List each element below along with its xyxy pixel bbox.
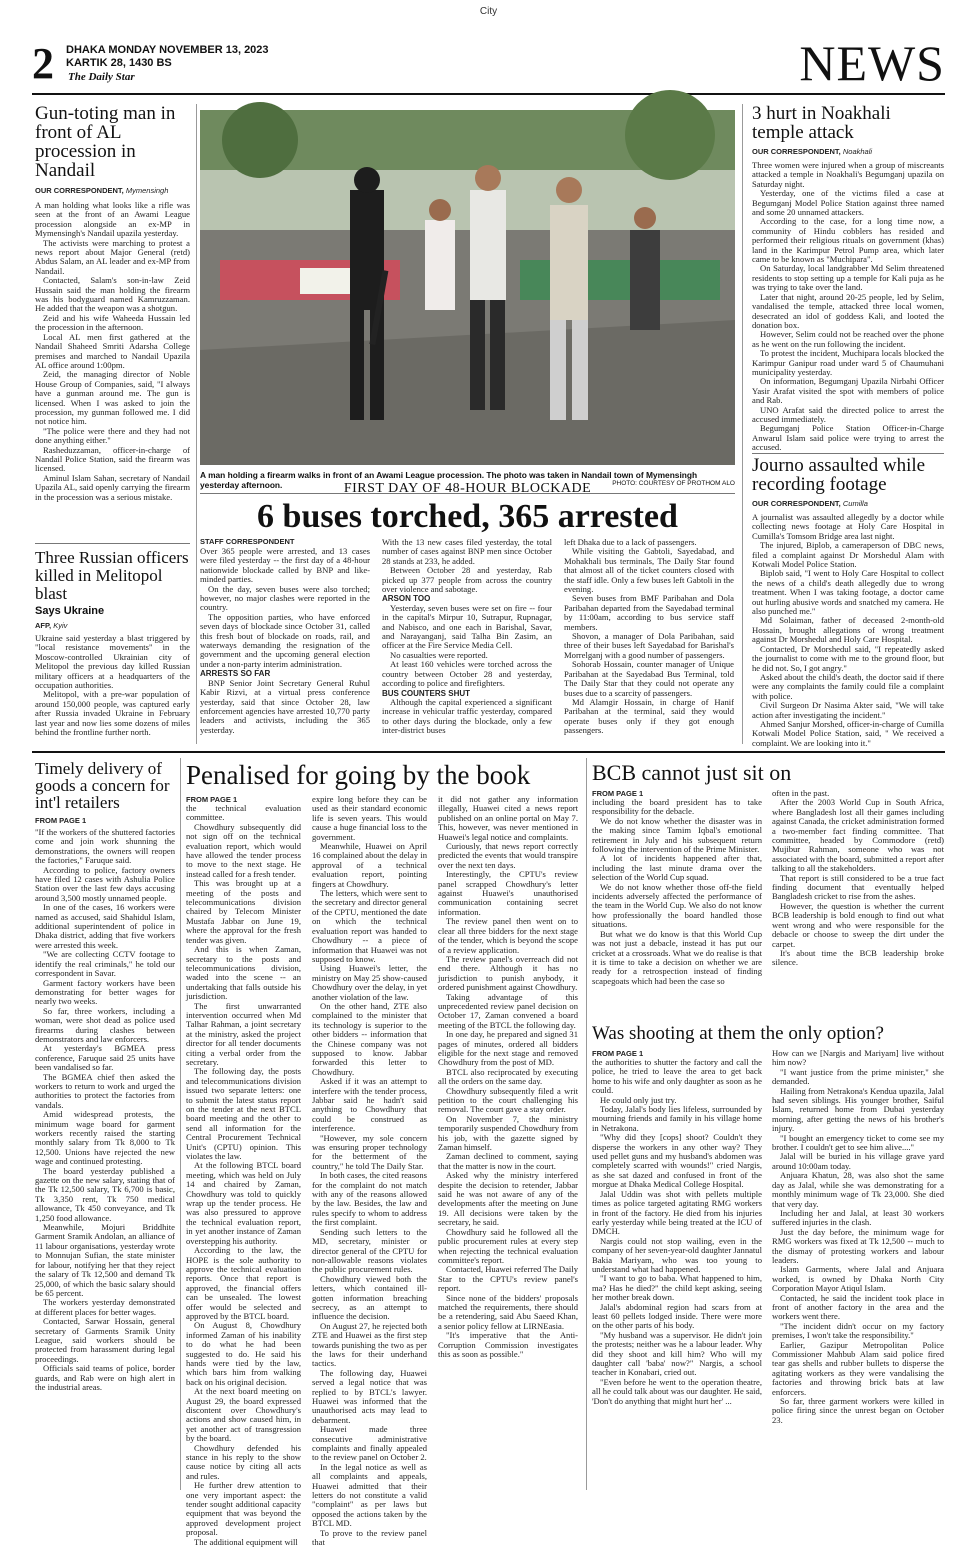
paragraph: Since none of the bidders' proposals matched the requirements, there should be a retendering, said Abu Saeed Khan, a senior policy fellow at LIRNEasia.	[438, 1292, 578, 1331]
penalised-head	[186, 760, 586, 792]
paragraph: "I want to go to baba. What happened to him, ma? Has he died?" the child kept asking, seeing her mother break down.	[592, 1273, 762, 1303]
paragraph: He further drew attention to one very important aspect: the tender sought additional capacity equipment that was beyond the approved development project proposal.	[186, 1480, 301, 1538]
paragraph: Aminul Islam Sahan, secretary of Nandail Upazila AL, said openly carrying the firearm in the procession was a serious mistake.	[35, 472, 190, 502]
paragraph: On the other hand, ZTE also complained to the minister that its technology is superior to the other bidders -- information that the Chinese company was not supposed to know. Jabbar forwarded this letter to Chowdhury.	[312, 1000, 427, 1077]
russia-subhead: Says Ukraine	[35, 605, 105, 617]
paragraph: We do not know whether those off-the field incidents adversely affected the performance of the team in the World Cup. We also do not know how professionally the board handled those situations.	[592, 881, 762, 930]
paragraph: Yesterday, one of the victims filed a case at Begumganj Model Police Station against three named and some 20 unnamed attackers.	[752, 188, 944, 218]
paragraph: it did not gather any information illegally, Huawei cited a news report published on an online portal on May 7. This, however, was never mentioned in Huawei's legal notice and complaints.	[438, 794, 578, 842]
paragraph: The additional equipment will	[194, 1536, 298, 1547]
paragraph: Zeid, the managing director of Noble House Group of Companies, said, "I always have a gunman around me. The gun is licensed. When I was asked to join the procession, my gunman followed me. I did not notice him.	[35, 369, 190, 427]
paragraph: Using Huawei's letter, the ministry on May 25 show-caused Chowdhury over the delay, in yet another violation of the law.	[312, 963, 427, 1002]
blockade-headline: 6 buses torched, 365 arrested	[257, 498, 678, 535]
penalised-col-3	[438, 795, 578, 1490]
paragraph: the technical evaluation committee.	[186, 803, 301, 823]
paragraph: Jalal Uddin was shot with pellets multiple times as police targeted agitating RMG workers in front of the factory. He died from his injuries early yesterday while being treated at the ICU of DMCH.	[592, 1188, 762, 1237]
paragraph: Chowdhury viewed both the letters, which contained ill-gotten information breaching secrecy, as an attempt to influence the decision.	[312, 1273, 427, 1322]
paragraph: How can we [Nargis and Mariyam] live without him now?	[772, 1048, 944, 1068]
blockade-col-2	[382, 538, 552, 747]
column-rule	[742, 104, 743, 744]
paragraph: "I bought an emergency ticket to come see my brother. I couldn't get to see him alive...."	[772, 1132, 944, 1153]
blockade-kicker: FIRST DAY OF 48-HOUR BLOCKADE	[343, 481, 592, 496]
paragraph: At yesterday's BGMEA press conference, Faruque said 25 units have been vandalised so far.	[35, 1043, 175, 1073]
bcb-col-2	[772, 789, 944, 1020]
paragraph: Asked if it was an attempt to interfere with the tender process, Jabbar said he hadn't said anything to Chowdhury that could be construed as interference.	[312, 1076, 427, 1134]
paragraph: BNP Senior Joint Secretary General Ruhul Kabir Rizvi, at a virtual press conference yesterday, said that since October 28, law enforcement agencies have arrested 10,770 party leaders and activists, including the 365 yesterday.	[200, 677, 370, 735]
paragraph: Melitopol, with a pre-war population of around 150,000 people, was captured early after Russia invaded Ukraine in February last year and now lies some dozens of miles behind the frontline further north.	[35, 689, 190, 738]
paragraph: Meanwhile, Mojuri Briddhite Garment Sramik Andolan, an alliance of 11 labour organisations, yesterday wrote to Monnujan Sufian, the state minister for labour, notifying her that they reject the salary of Tk 12,500 and demand Tk 25,000, of which the basic salary should be 65 percent.	[35, 1222, 175, 1298]
paragraph: The opposition parties, who have enforced seven days of blockade since October 31, called this fresh bout of blockade on roads, rail, and waterways demanding the resignation of the government and the upcoming general election under a non-party interim administration.	[200, 611, 370, 669]
shooting-from: FROM PAGE 1	[592, 1049, 644, 1058]
paragraph: On August 8, Chowdhury informed Zaman of his inability to do what he had been suggested to do. He said his hands were tied by the law, which bars him from walking back on his original decision.	[186, 1320, 301, 1387]
journo-headline: Journo assaulted while recording footage	[752, 455, 926, 495]
timely-from: FROM PAGE 1	[35, 816, 87, 825]
paragraph: Later that night, around 20-25 people, led by Selim, vandalised the temple, attacked three local women, desecrated an idol of goddess Kali, and looted the donation box.	[752, 291, 944, 330]
gun-byline: OUR CORRESPONDENT, Mymensingh	[35, 186, 169, 195]
paragraph: While visiting the Gabtoli, Sayedabad, and Mohakhali bus terminals, The Daily Star found that almost all of the ticket counters closed with the staff idle. Only a few buses left Gabtoli in the evening.	[564, 546, 734, 595]
subheading: BUS COUNTERS SHUT	[382, 688, 471, 698]
blockade-byline: STAFF CORRESPONDENT	[200, 537, 295, 546]
story-russia	[35, 549, 190, 737]
paragraph: Garment factory workers have been demonstrating for better wages for nearly two weeks.	[35, 977, 175, 1007]
paragraph: In both cases, the cited reasons for the complaint do not match with any of the reasons allowed by the law. Besides, the law and rules specify to whom to address the first complaint.	[312, 1170, 427, 1228]
paragraph: Interestingly, the CPTU's review panel scrapped Chowdhury's letter against Huawei's unauthorised communication containing secret information.	[438, 869, 578, 917]
penalised-from: FROM PAGE 1	[186, 795, 238, 804]
shooting-headline: Was shooting at them the only option?	[592, 1023, 884, 1044]
paragraph: "The incident didn't occur on my factory premises, I won't take the responsibility."	[772, 1320, 944, 1341]
paragraph: To prove to the review panel that	[312, 1527, 427, 1548]
paragraph: Meanwhile, Huawei on April 16 complained about the delay in approval of a technical evaluation report, pointing fingers at Chowdhury.	[312, 841, 427, 889]
paragraph: The workers yesterday demonstrated at different places for better wages.	[35, 1297, 175, 1317]
bcb-col-1	[592, 798, 762, 1020]
story-journo	[752, 456, 944, 746]
paragraph: The review panel's overreach did not end there. Although it has no jurisdiction to punish anybody, it ordered punishment against Chowdhury.	[438, 953, 578, 993]
paragraph: Contacted, Dr Morshedul said, "I repeatedly asked the journalist to come with me to the ground floor, but he did not. So, I got angry."	[752, 643, 944, 673]
paragraph: According to the law, the HOPE is the sole authority to approve the technical evaluation reports. Once that report is approved, the financial offers can be unsealed. The lowest offer would be selected and approved by the BTCL board.	[186, 1245, 301, 1321]
bcb-from: FROM PAGE 1	[592, 789, 644, 798]
page-title: NEWS	[799, 35, 945, 91]
temple-byline: OUR CORRESPONDENT, Noakhali	[752, 147, 873, 156]
section-label: City	[479, 6, 498, 17]
paragraph: The letters, which were sent to the secretary and director general of the CPTU, mentioned the date on which the technical evaluation report was handed to Chowdhury -- a piece of information that Huawei was not supposed to know.	[312, 888, 427, 964]
paragraph: This was brought up at a meeting of the posts and telecommunications division chaired by Telecom Minister Mustafa Jabbar on June 19, where the approval for the fresh tender was given.	[186, 878, 301, 945]
paragraph: He could only just try.	[600, 1094, 677, 1105]
divider	[752, 453, 944, 454]
date-line-1: DHAKA MONDAY NOVEMBER 13, 2023	[66, 44, 269, 56]
paragraph: Although the capital experienced a significant increase in vehicular traffic yesterday, compared to other days during the blockade, only a few inter-district buses	[382, 696, 552, 736]
paragraph: Nargis could not stop wailing, even in the company of her seven-year-old daughter Jannatul Bakia Mariyam, who was too young to understand what had happened.	[592, 1235, 762, 1274]
paragraph: To protest the incident, Muchipara locals blocked the Karimpur Ganipur road under ward 5 of Chaumuhani municipality yesterday.	[752, 348, 944, 377]
paragraph: The BGMEA chief then asked the workers to return to work and urged the authorities to protect the factories from vandals.	[35, 1071, 175, 1110]
paragraph: "If the workers of the shuttered factories come and join work shunning the demonstrations, the owners will reopen the factories," Faruque said.	[35, 827, 175, 866]
paragraph: Asked why the ministry interfered despite the decision to retender, Jabbar said he was not aware of any of the developments after the meeting on June 19. All decisions were taken by the secretary, he said.	[438, 1170, 578, 1228]
paragraph: Including her and Jalal, at least 30 workers suffered injuries in the clash.	[772, 1207, 944, 1228]
paragraph: On August 27, he rejected both ZTE and Huawei as the first step towards punishing the two as per the laws for their underhand tactics.	[312, 1320, 427, 1369]
paragraph: Local AL men first gathered at the Nandail Shaheed Smriti Adarsha College premises and marched to Nandail Upazila AL office around 1:00pm.	[35, 331, 190, 370]
penalised-col-2	[312, 794, 427, 1548]
shooting-col-2	[772, 1049, 944, 1490]
paragraph: Sohorab Hossain, counter manager of Unique Paribahan at the Sayedabad Bus Terminal, told The Daily Star that they could not operate any buses due to a scarcity of passengers.	[564, 659, 734, 698]
paragraph: And this is when Zaman, secretary to the posts and telecommunications division, waded into the scene -- an undertaking that falls outside his jurisdiction.	[186, 944, 301, 1002]
paragraph: Contacted, Salam's son-in-law Zeid Hussain said the man holding the firearm was his bodyguard named Kamruzzaman. He added that the weapon was a shotgun.	[35, 275, 190, 314]
paragraph: "Why did they [cops] shoot? Couldn't they disperse the workers in any other way? They used pellet guns and my husband's abdomen was completely scarred with wounds!" cried Nargis, as she sat dazed and confused in front of the morgue at Dhaka Medical College Hospital.	[592, 1132, 762, 1190]
bcb-head	[592, 760, 947, 792]
russia-body	[35, 634, 190, 737]
paragraph: On information, Begumganj Upazila Nirbahi Officer Yasir Arafat visited the spot with members of police and Rab.	[752, 376, 944, 406]
paragraph: Shovon, a manager of Dola Paribahan, said three of their buses left Sayedabad for Barishal's Morrelganj with a good number of passengers.	[564, 631, 734, 660]
paragraph: We do not know whether the disaster was in the making since Tamim Iqbal's emotional retirement in July and his subsequent return following the intervention of the Prime Minister.	[592, 815, 762, 855]
paragraph: A journalist was assaulted allegedly by a doctor while collecting news footage at Holy Care Hospital in Cumilla's Tomsom Bridge area last night.	[752, 512, 944, 541]
paragraph: Seven buses from BMF Paribahan and Dola Paribahan departed from the Sayedabad terminal by 11:00am, according to bus service staff members.	[564, 593, 734, 632]
paragraph: According to the case, for a long time now, a community of Hindu cobblers has resided and performed their religious rituals on government (khas) land in the Karimpur Petrol Pump area, which later came to be known as "Muchipara".	[752, 216, 944, 265]
column-rule	[180, 758, 181, 1490]
paragraph: According to police, factory owners have filed 12 cases with Ashulia Police Station over the last few days accusing around 3,500 mostly unnamed people.	[35, 864, 175, 903]
paragraph: "My husband was a supervisor. He didn't join the protests; neither was he a labour leader. Why did they shoot and kill him? Who will my daughter call 'baba' now?" Nargis, a school teacher in Konabari, cried out.	[592, 1329, 762, 1378]
date-line-2: KARTIK 28, 1430 BS	[66, 57, 172, 69]
paragraph: Three women were injured when a group of miscreants attacked a temple in Noakhali's Begumganj upazila on Saturday night.	[752, 160, 944, 189]
paragraph: Amid widespread protests, the minimum wage board for garment workers recently raised the starting monthly salary from Tk 8,000 to Tk 12,500. Unions have rejected the new wage and continued protesting.	[35, 1109, 175, 1167]
story-timely	[35, 760, 175, 1490]
paragraph: Chowdhury defended his stance in his reply to the show cause notice by citing all acts and rules.	[186, 1442, 301, 1481]
gun-body	[35, 201, 190, 502]
paragraph: The activists were marching to protest a news report about Major General (retd) Abdus Salam, an AL leader and ex-MP from Nandail.	[35, 237, 190, 276]
paragraph: A lot of incidents happened after that, including the last minute drama over the selection of the World Cup squad.	[592, 853, 762, 883]
paragraph: Islam Garments, where Jalal and Anjuara worked, is owned by Dhaka North City Corporation Mayor Atiqul Islam.	[772, 1264, 944, 1294]
photo-illustration	[200, 110, 735, 465]
paragraph: The board yesterday published a gazette on the new salary, stating that of the Tk 12,500 salary, Tk 6,700 is basic, Tk 3,350 rent, Tk 750 medical allowance, Tk 450 conveyance, and Tk 1,250 food allowance.	[35, 1165, 175, 1223]
russia-byline: AFP, Kyiv	[35, 621, 68, 630]
paragraph: "I want justice from the prime minister," she demanded.	[772, 1066, 944, 1087]
paragraph: In one of the cases, 16 workers were named as accused, said Shahidul Islam, additional superintendent of police in Dhaka district, adding that five workers were arrested this week.	[35, 902, 175, 950]
paragraph: Chowdhury subsequently did not sign off on the technical evaluation report, which would have allowed the tender process to move to the next stage. He instead called for a fresh tender.	[186, 821, 301, 879]
paragraph: However, Selim could not be reached over the phone as he went on the run following the incident.	[752, 329, 944, 349]
penalised-headline: Penalised for going by the book	[186, 760, 531, 790]
paragraph: UNO Arafat said the directed police to arrest the accused immediately.	[752, 404, 944, 424]
paragraph: In the legal notice as well as all complaints and appeals, Huawei admitted that their letters do not constitute a valid "complaint" as per laws but opposed the actions taken by the BTCL MD.	[312, 1461, 427, 1529]
paragraph: At the next board meeting on August 29, the board expressed discontent over Chowdhury's actions and show caused him, in yet another act of transgression by the board.	[186, 1386, 301, 1444]
blockade-col-3	[564, 538, 734, 747]
journo-body	[752, 513, 944, 748]
paragraph: Sending such letters to the MD, secretary, minister or director general of the CPTU for non-allowable reasons violates the public procurement rules.	[312, 1226, 427, 1275]
paragraph: Md Alamgir Hossain, in charge of Hanif Paribahan at the terminal, said they would operate buses only if they got enough passengers.	[564, 696, 734, 736]
paragraph: Jalal's abdominal region had scars from at least 60 pellets lodged inside. There were more on the other parts of his body.	[592, 1301, 762, 1331]
paragraph: "However, my sole concern was ensuring proper technology for the betterment of the country," he told The Daily Star.	[312, 1132, 427, 1171]
paragraph: Ahmed Sanjur Morshed, officer-in-charge of Cumilla Kotwali Model Police Station, said, " We received a complaint. We are looking into it."	[752, 718, 944, 748]
paragraph: The following day, the posts and telecommunications division issued two separate letters: one to submit the latest status report on the tender at the next BTCL board meeting and the other to send all information for the Central Procurement Technical Unit's (CPTU) opinion. This violates the law.	[186, 1066, 301, 1162]
paragraph: the authorities to shutter the factory and call the police, he tried to leave the area to get back home to his wife and only daughter as soon as he could.	[592, 1057, 762, 1096]
blockade-col-1	[200, 547, 370, 747]
story-gun	[35, 104, 190, 542]
paragraph: The following day, Huawei served a legal notice that was replied to by BTCL's lawyer. Huawei was informed that the unauthorised acts may lead to debarment.	[312, 1367, 427, 1425]
temple-body	[752, 161, 944, 453]
paragraph: However, the question is whether the current BCB leadership is bold enough to find out what went wrong and who were responsible for the debacle or choose to sweep the dirt under the carpet.	[772, 900, 944, 949]
paragraph: Hailing from Netrakona's Kendua upazila, Jalal had seven siblings. His younger brother, Saiful Islam, returned home from Dubai yesterday morning, after getting the news of his brother's injury.	[772, 1085, 944, 1134]
subheading: ARSON TOO	[382, 594, 431, 604]
paragraph: That report is still considered to be a true fact finding document that eventually helped Bangladesh cricket to rise from the ashes.	[772, 872, 944, 902]
paragraph: Jalal will be buried in his village grave yard around 10:00am today.	[772, 1151, 944, 1171]
dateline	[66, 44, 269, 70]
story-temple	[752, 104, 944, 452]
paragraph: Yesterday, seven buses were set on fire -- four in the capital's Mirpur 10, Sutrapur, Rupnagar, and Nabisco, and one each in Barishal, Savar, and Narayanganj, said Talha Bin Zasim, an officer at the Fire Service Media Cell.	[382, 602, 552, 651]
paragraph: The injured, Biplob, a cameraperson of DBC news, filed a complaint against Dr Morshedul Alam with Kotwali Model Police Station.	[752, 540, 944, 570]
paragraph: Civil Surgeon Dr Nasima Akter said, "We will take action after investigating the incident."	[752, 700, 944, 720]
paragraph: BTCL also reciprocated by executing all the orders on the same day.	[438, 1066, 578, 1087]
russia-headline: Three Russian officers killed in Melitopol blast	[35, 548, 189, 603]
paragraph: often in the past.	[772, 788, 830, 798]
paragraph: But what we do know is that this World Cup was not just a debacle, instead it has put our cricket at a crossroads. What we do realise is that it is time to take a decision on whether we are ready for a retrospection instead of finding scapegoats which had been the case so	[592, 928, 762, 986]
paragraph: On the day, seven buses were also torched; however, no major clashes were reported in the country.	[200, 583, 370, 613]
bcb-headline: BCB cannot just sit on	[592, 760, 792, 785]
photo-caption: A man holding a firearm walks in front of an Awami League procession. The photo was taken in Nandail town of Mymensingh yesterday afternoon.	[200, 470, 698, 490]
column-rule	[196, 104, 197, 744]
header-rule	[32, 93, 945, 95]
paragraph: The review panel then went on to clear all three bidders for the next stage of the tender, which is beyond the scope of a review application.	[438, 916, 578, 955]
paragraph: "Even before he went to the operation theatre, all he could talk about was our daughter. He said, 'Don't do anything that might hurt her' ...	[592, 1376, 762, 1406]
paragraph: A man holding what looks like a rifle was seen at the front of an Awami League procession alongside an ex-MP in Mymensingh's Nandail upazila yesterday.	[35, 200, 190, 239]
column-rule	[586, 758, 587, 1490]
paragraph: At least 160 vehicles were torched across the country between October 28 and yesterday, according to police and firefighters.	[382, 659, 552, 689]
paragraph: No casualties were reported.	[390, 649, 488, 660]
paragraph: Contacted, he said the incident took place in front of another factory in the area and the workers went there.	[772, 1292, 944, 1322]
paragraph: It's about time the BCB leadership broke silence.	[772, 947, 944, 968]
paragraph: Zaman declined to comment, saying that the matter is now in the court.	[438, 1151, 578, 1171]
paragraph: After the 2003 World Cup in South Africa, where Bangladesh lost all their games including against Canada, the cricket administration formed a two-member fact finding committee. That committee, headed by Commodore (retd) Mujibur Rahman, someone who was not associated with the board, submitted a report after talking to all the stakeholders.	[772, 797, 944, 874]
paragraph: At the following BTCL board meeting, which was held on July 14 and chaired by Zaman, Chowdhury was told to quickly wrap up the tender process. He was also pressured to approve the technical evaluation report, in yet another instance of Zaman overstepping his authority.	[186, 1160, 301, 1246]
paragraph: Anjuara Khatun, 28, was also shot the same day as Jalal, while she was demonstrating for a monthly minimum wage of Tk 23,000. She died that very day.	[772, 1170, 944, 1209]
paragraph: Contacted, Sarwar Hossain, general secretary of Garments Sramik Unity League, said workers should be protected from harassment during legal proceedings.	[35, 1316, 175, 1364]
paragraph: Earlier, Gazipur Metropolitan Police Commissioner Mahbub Alam said police fired tear gas shells and rubber bullets to disperse the agitating workers as they were vandalising the factories and throwing brick bats at law enforcers.	[772, 1339, 944, 1397]
photo-credit: PHOTO: COURTESY OF PROTHOM ALO	[612, 480, 735, 487]
subheading: ARRESTS SO FAR	[200, 669, 271, 679]
paragraph: Just the day before, the minimum wage for RMG workers was fixed at Tk 12,500 -- much to the dismay of protesting workers and labour leaders.	[772, 1226, 944, 1265]
paragraph: expire long before they can be used as their standard economic life is seven years. This would cause a huge financial loss to the government.	[312, 794, 427, 842]
paragraph: So far, three workers, including a woman, were shot dead as police used firearms during clashes between demonstrators and law enforcers.	[35, 1005, 175, 1044]
page-number: 2	[32, 39, 54, 88]
paragraph: Ukraine said yesterday a blast triggered by "local resistance movements" in the Moscow-controlled Ukrainian city of Melitopol the previous day killed Russian military officers at a headquarters of the occupation authorities.	[35, 633, 190, 691]
paragraph: Huawei made three consecutive administrative complaints and finally appealed to the review panel on October 2.	[312, 1424, 427, 1463]
paragraph: left Dhaka due to a lack of passengers.	[564, 537, 697, 547]
penalised-col-1	[186, 803, 301, 1547]
paragraph: Chowdhury said he followed all the public procurement rules at every step when rejecting the technical evaluation committee's report.	[438, 1226, 578, 1265]
paragraph: So far, three garment workers were killed in police firing since the unrest began on October 23.	[772, 1396, 944, 1425]
paragraph: "We are collecting CCTV footage to identify the real criminals," he told our correspondent in Savar.	[35, 949, 175, 979]
masthead-logo: The Daily Star	[68, 71, 135, 83]
paragraph: Taking advantage of this unprecedented review panel decision on October 17, Zaman convened a board meeting of the BTCL the following day.	[438, 991, 578, 1030]
paragraph: On Saturday, local landgrabber Md Selim threatened residents to stop setting up a temple for Kali puja as he was trying to take over the land.	[752, 263, 944, 293]
section-rule	[32, 751, 945, 753]
journo-byline: OUR CORRESPONDENT, Cumilla	[752, 499, 868, 508]
procession-photo	[200, 110, 735, 465]
paragraph: including the board president has to take responsibility for the debacle.	[592, 797, 762, 817]
paragraph: With the 13 new cases filed yesterday, the total number of cases against BNP men since October 28 stands at 233, he added.	[382, 537, 552, 566]
paragraph: In one day, he prepared and signed 31 pages of minutes, ordered all bidders eligible for the next stage and removed Chowdhury from the post of MD.	[438, 1029, 578, 1068]
divider	[35, 543, 190, 544]
paragraph: Zeid and his wife Waheeda Hussain led the procession in the afternoon.	[35, 312, 190, 333]
paragraph: Chowdhury subsequently filed a writ petition to the court challenging his removal. The court gave a stay order.	[438, 1085, 578, 1115]
shooting-head	[592, 1023, 947, 1049]
timely-body	[35, 828, 175, 1392]
shooting-col-1	[592, 1058, 762, 1490]
paragraph: Rasheduzzaman, officer-in-charge of Nandail Police Station, said the firearm was licensed.	[35, 444, 190, 474]
paragraph: Begumganj Police Station Officer-in-Charge Anwarul Islam said police were trying to arrest the accused.	[752, 423, 944, 453]
timely-headline: Timely delivery of goods a concern for int'l retailers	[35, 759, 170, 812]
paragraph: "The police were there and they had not done anything either."	[35, 425, 190, 446]
paragraph: "It's imperative that the Anti-Corruption Commission investigates this as soon as possible."	[438, 1330, 578, 1359]
temple-headline: 3 hurt in Noakhali temple attack	[752, 103, 891, 143]
paragraph: Biplob said, "I went to Holy Care Hospital to collect the news of a child's death allegedly due to wrong treatment. When I was taking footage, a doctor came out hurling abusive words and snatched my camera. He also punched me."	[752, 568, 944, 617]
paragraph: Officials said teams of police, border guards, and Rab were on high alert in the industrial areas.	[35, 1363, 175, 1392]
paragraph: Contacted, Huawei referred The Daily Star to the CPTU's review panel's report.	[438, 1264, 578, 1294]
paragraph: On November 7, the ministry temporarily suspended Chowdhury from his job, with the gazette signed by Zaman himself.	[438, 1113, 578, 1153]
paragraph: Between October 28 and yesterday, Rab picked up 377 people from across the country over violence and sabotage.	[382, 565, 552, 595]
paragraph: Over 365 people were arrested, and 13 cases were filed yesterday -- the first day of a 48-hour nationwide blockade called by BNP and like-minded parties.	[200, 546, 370, 585]
gun-headline: Gun-toting man in front of AL procession in Nandail	[35, 103, 176, 181]
paragraph: Today, Jalal's body lies lifeless, surrounded by mourning friends and family in his village home in Netrakona.	[592, 1104, 762, 1133]
paragraph: Asked about the child's death, the doctor said if there were any complaints the family could file a complaint with police.	[752, 671, 944, 701]
paragraph: The first unwarranted intervention occurred when Md Talhar Rahman, a joint secretary at the ministry, asked the project director for all tender documents citing a verbal order from the secretary.	[186, 1000, 301, 1067]
paragraph: Md Solaiman, father of deceased 2-month-old Hossain, brought allegations of wrong treatment against Dr Morshedul and Holy Care Hospital.	[752, 615, 944, 645]
paragraph: Curiously, that news report correctly predicted the events that would transpire over the next ten days.	[438, 841, 578, 870]
